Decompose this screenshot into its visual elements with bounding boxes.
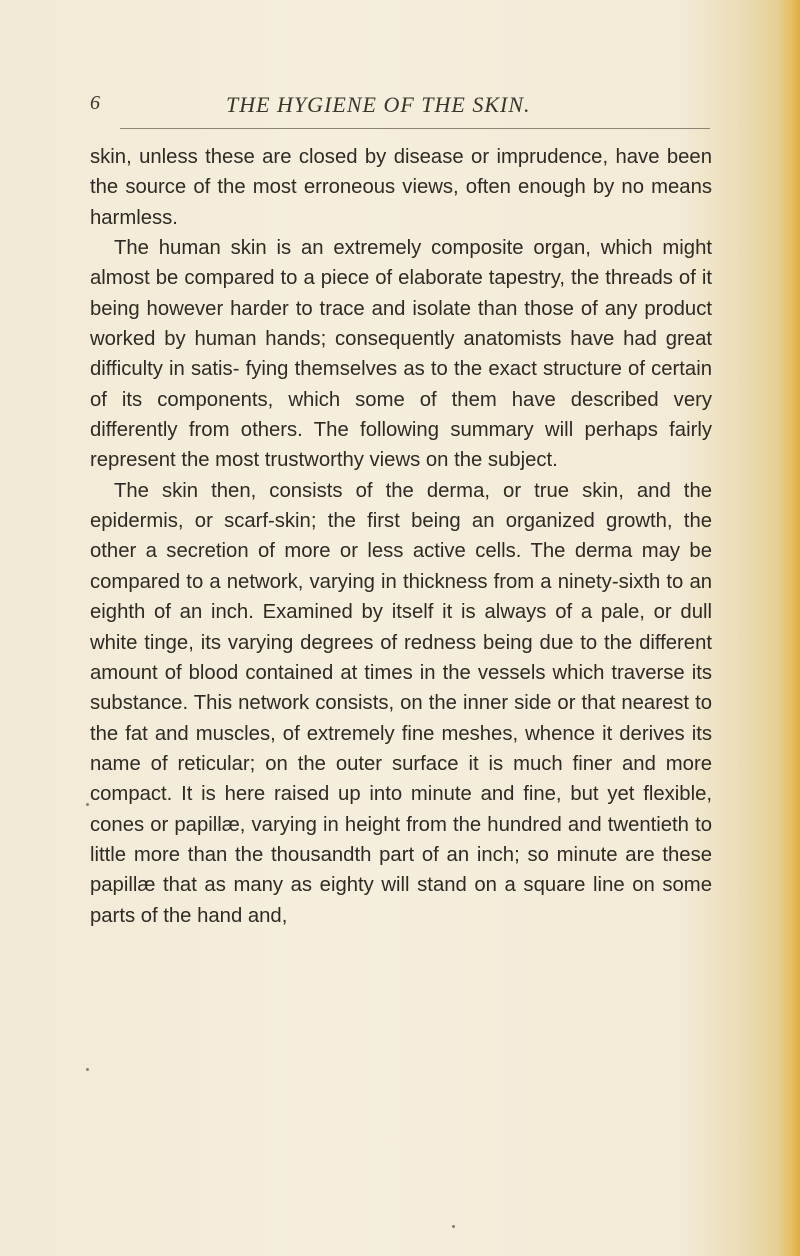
- paragraph-continuation: skin, unless these are closed by disease or imprudence, have been the source of the most erroneous views, often enough by no means harmless.: [90, 146, 712, 229]
- body-text: [90, 142, 712, 931]
- paper-speck: [86, 803, 89, 806]
- page-number: 6: [90, 92, 100, 114]
- header-rule: [120, 128, 710, 129]
- paragraph-skin-composite-organ: The human skin is an extremely composite organ, which might almost be compared to a piece of elaborate tapestry, the threads of it being however harder to trace and isolate than those of any product worked by human hands; consequently anatomists have had great difficulty in satis- fying themselves as to the exact structure of certain of its components, which some of them have described very differently from others. The following summary will perhaps fairly represent the most trustworthy views on the subject.: [90, 237, 712, 472]
- page-header: [90, 92, 710, 128]
- page-edge-shading: [778, 0, 800, 1256]
- running-title: THE HYGIENE OF THE SKIN.: [226, 92, 531, 117]
- paragraph-derma-epidermis: The skin then, consists of the derma, or true skin, and the epidermis, or scarf-skin; the first being an organized growth, the other a secretion of more or less active cells. The derma may be compared to a network, varying in thickness from a ninety-sixth to an eighth of an inch. Examined by itself it is always of a pale, or dull white tinge, its varying degrees of redness being due to the different amount of blood contained at times in the vessels which traverse its substance. This network consists, on the inner side or that nearest to the fat and muscles, of extremely fine meshes, whence it derives its name of reticular; on the outer surface it is much finer and more compact. It is here raised up into minute and fine, but yet flexible, cones or papillæ, varying in height from the hundred and twentieth to little more than the thousandth part of an inch; so minute are these papillæ that as many as eighty will stand on a square line on some parts of the hand and,: [90, 479, 712, 927]
- paper-speck: [86, 1068, 89, 1071]
- paper-speck: [452, 1225, 455, 1228]
